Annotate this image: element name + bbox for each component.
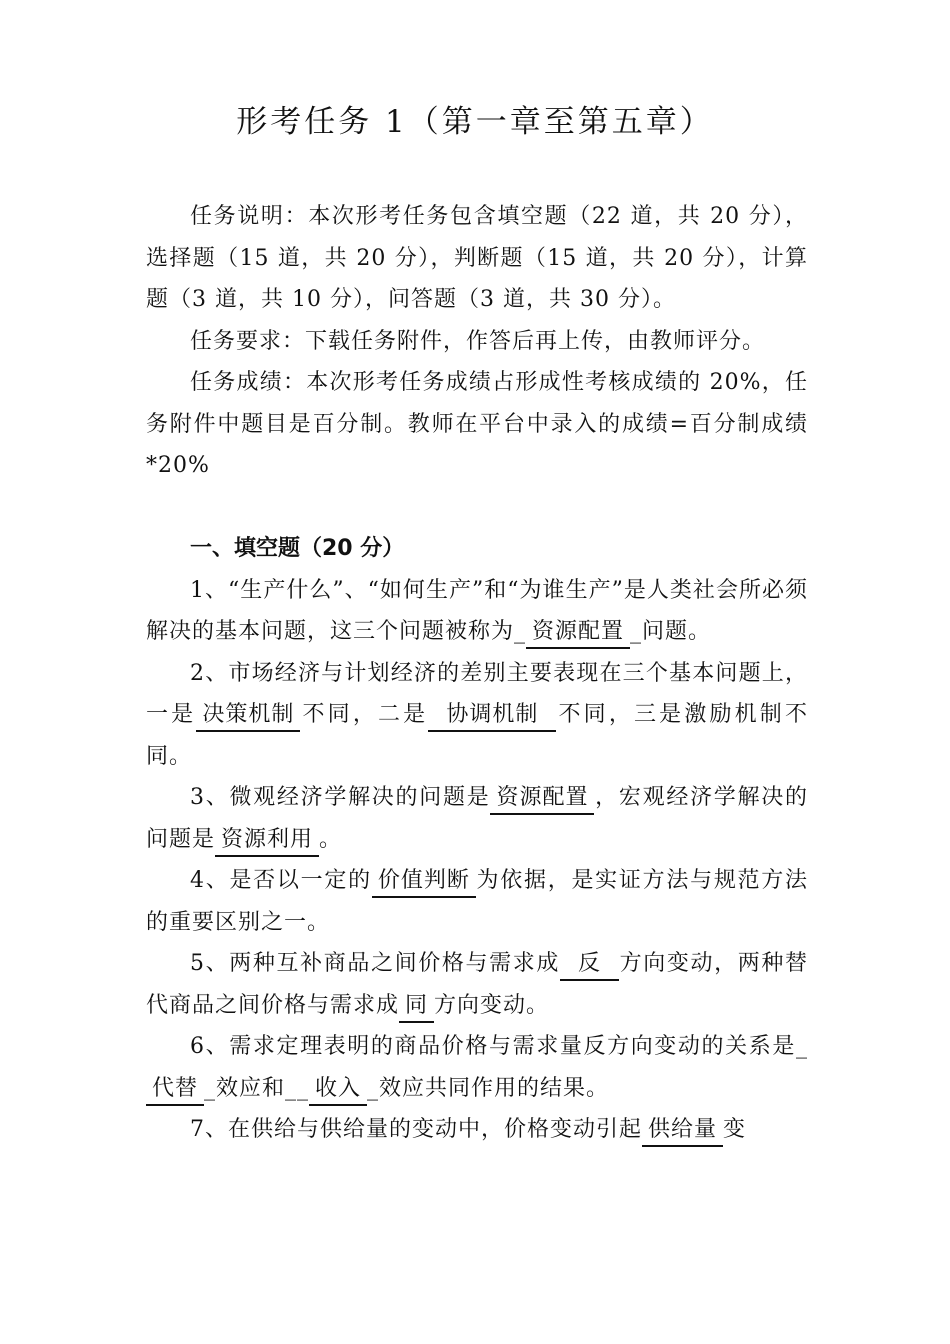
answer-blank: 决策机制	[196, 700, 300, 732]
answer-blank: 协调机制	[428, 700, 556, 732]
document-body	[146, 196, 808, 1151]
answer-blank: 供给量	[642, 1115, 723, 1147]
question-text: 3、微观经济学解决的问题是	[190, 785, 491, 810]
question-text: 。	[319, 826, 343, 852]
answer-blank: 收入	[309, 1074, 367, 1106]
question-4	[146, 860, 808, 943]
answer-blank: 资源利用	[215, 825, 319, 857]
answer-blank: 价值判断	[372, 866, 476, 898]
question-text: 4、是否以一定的	[190, 868, 372, 893]
page-title: 形考任务 1（第一章至第五章）	[236, 104, 714, 140]
question-5	[146, 943, 808, 1026]
answer-blank: 同	[399, 991, 434, 1023]
question-text: 1、“生产什么”、“如何生产”和“为谁生产”是人类社会所必须解决的基本问题，这三个问题被称为_	[146, 577, 808, 644]
question-text: 变	[723, 1117, 747, 1142]
question-1	[146, 570, 808, 653]
task-requirement: 任务要求：下载任务附件，作答后再上传，由教师评分。	[190, 328, 766, 354]
question-text: _问题。	[630, 619, 712, 644]
question-text: ，宏观经济学解决的问题是	[146, 785, 808, 852]
spacer	[146, 487, 808, 529]
question-text: 方向变动。	[434, 992, 550, 1018]
question-text: 6、需求定理表明的商品价格与需求量反方向变动的关系是_	[190, 1034, 808, 1059]
task-grading: 任务成绩：本次形考任务成绩占形成性考核成绩的 20%，任务附件中题目是百分制。教师在平台中录入的成绩=百分制成绩*20%	[146, 370, 808, 478]
question-text: 2、市场经济与计划经济的差别主要表现在三个基本问题上，一是	[146, 660, 808, 727]
question-text: 5、两种互补商品之间价格与需求成	[190, 951, 560, 976]
question-7	[146, 1109, 808, 1151]
question-2	[146, 653, 808, 778]
question-text: _效应共同作用的结果。	[367, 1075, 610, 1101]
answer-blank: 代替	[146, 1074, 204, 1106]
question-3	[146, 777, 808, 860]
question-text: 方向变动，两种替代商品之间价格与需求成	[146, 951, 808, 1018]
question-text: 不同，三是激励机制不同。	[146, 702, 808, 769]
question-text: _效应和__	[204, 1075, 310, 1101]
task-description: 任务说明：本次形考任务包含填空题（22 道，共 20 分），选择题（15 道，共 20 分），判断题（15 道，共 20 分），计算题（3 道，共 10 分），问答题（3 道，共 30 分）。	[146, 204, 808, 312]
answer-blank: 反	[560, 949, 619, 981]
question-text: 不同，二是	[300, 702, 429, 727]
question-text: 7、在供给与供给量的变动中，价格变动引起	[190, 1117, 642, 1142]
answer-blank: 资源配置	[526, 617, 630, 649]
answer-blank: 资源配置	[490, 783, 594, 815]
section-heading-fill-in: 一、填空题（20 分）	[190, 536, 405, 561]
question-6	[146, 1026, 808, 1109]
question-text: 为依据，是实证方法与规范方法的重要区别之一。	[146, 868, 808, 935]
